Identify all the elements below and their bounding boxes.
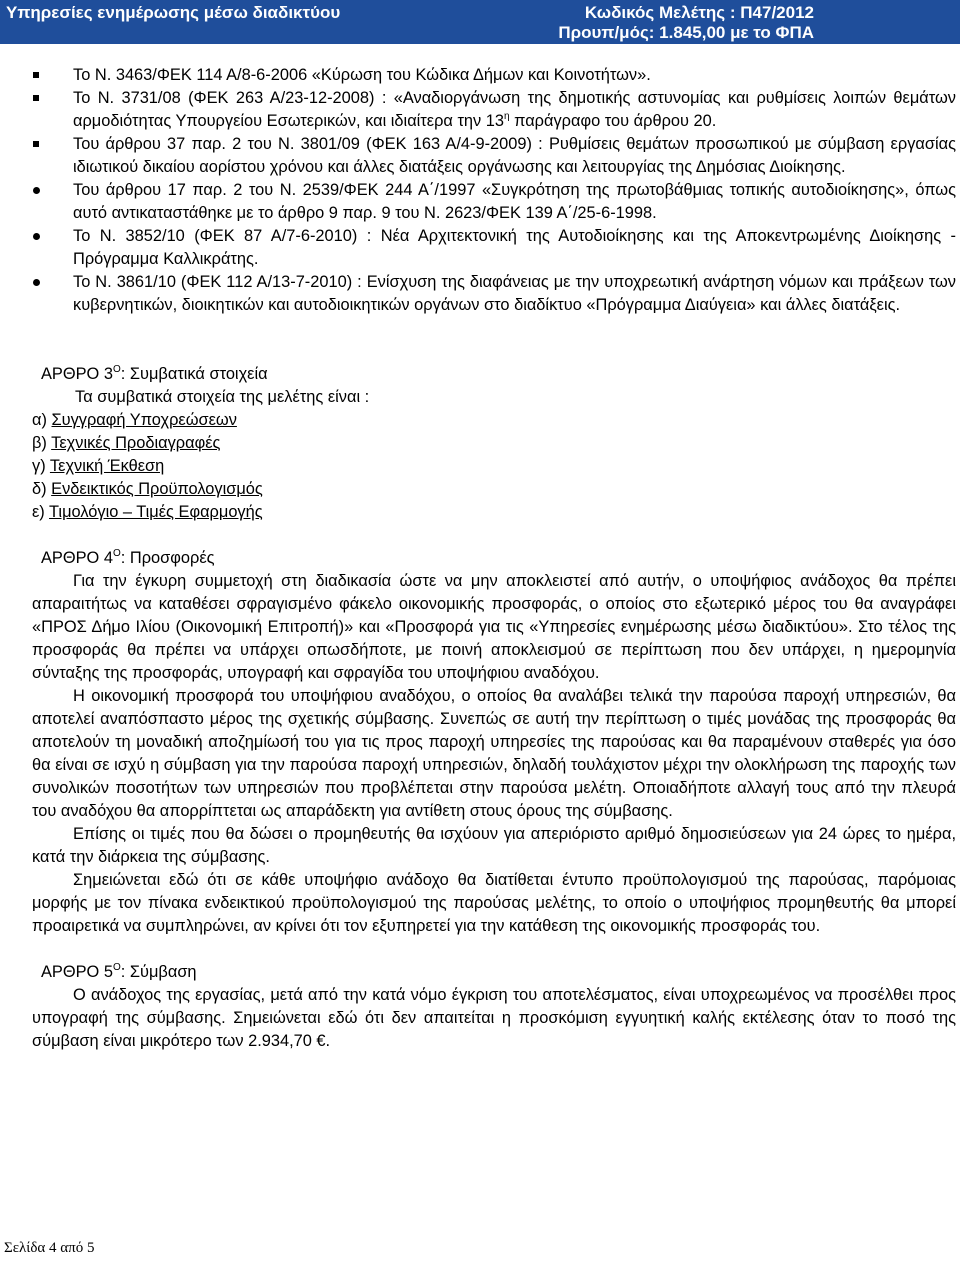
article-4-title: ΑΡΘΡΟ $4^O$: Προσφορές — [41, 548, 215, 567]
document-body — [32, 64, 956, 1053]
service-title: Υπηρεσίες ενημέρωσης μέσω διαδικτύου — [6, 3, 341, 22]
list-item: Το Ν. 3731/08 (ΦΕΚ 263 Α/23-12-2008) : «Αναδιοργάνωση της δημοτικής αστυνομίας και ρυθμίσεις λοιπών θεμάτων αρμοδιότητας Υπουργείου Εσωτερικών, και ιδιαίτερα την $13^\eta$ παράγραφο του άρθρου 20. — [32, 87, 956, 133]
list-item: γ) Τεχνική Έκθεση — [32, 457, 165, 475]
list-item: Το Ν. 3861/10 (ΦΕΚ 112 Α/13-7-2010) : Ενίσχυση της διαφάνειας με την υποχρεωτική ανάρτηση νόμων και πράξεων των κυβερνητικών, διοικητικών και αυτοδιοικητικών οργάνων στο διαδίκτυο «Πρόγραμμα Διαύγεια» και άλλες διατάξεις. — [32, 271, 956, 317]
paragraph: Σημειώνεται εδώ ότι σε κάθε υποψήφιο ανάδοχο θα διατίθεται έντυπο προϋπολογισμού της παρούσας, παρόμοιας μορφής με τον πίνακα ενδεικτικού προϋπολογισμού της παρούσας μελέτης, το οποίο ο υποψήφιος προμηθευτής θα μπορεί προαιρετικά να συμπληρώνει, αν κρίνει ότι τον εξυπηρετεί για την κατάθεση της οικονομικής προσφοράς του. — [32, 871, 956, 935]
article-4 — [32, 547, 956, 938]
list-item: Το Ν. 3852/10 (ΦΕΚ 87 Α/7-6-2010) : Νέα Αρχιτεκτονική της Αυτοδιοίκησης και της Αποκεντρωμένης Διοίκησης - Πρόγραμμα Καλλικράτης. — [32, 225, 956, 271]
list-item: Του άρθρου 37 παρ. 2 του Ν. 3801/09 (ΦΕΚ 163 Α/4-9-2009) : Ρυθμίσεις θεμάτων προσωπικού με σύμβαση εργασίας ιδιωτικού δικαίου αορίστου χρόνου και άλλες διατάξεις οργάνωσης και λειτουργίας της Δημόσιας Διοίκησης. — [32, 133, 956, 179]
article-5-title: ΑΡΘΡΟ $5^O$: Σύμβαση — [41, 962, 197, 981]
legislation-square-list — [32, 64, 956, 179]
article-5 — [32, 961, 956, 1053]
list-item: α) Συγγραφή Υποχρεώσεων — [32, 411, 237, 429]
study-code: Κωδικός Μελέτης : Π47/2012 — [584, 3, 814, 22]
article-3 — [32, 363, 956, 524]
list-item: δ) Ενδεικτικός Προϋπολογισμός — [32, 480, 263, 498]
article-3-title: ΑΡΘΡΟ $3^O$: Συμβατικά στοιχεία — [41, 364, 268, 383]
list-item: Του άρθρου 17 παρ. 2 του Ν. 2539/ΦΕΚ 244 Α΄/1997 «Συγκρότηση της πρωτοβάθμιας τοπικής αυτοδιοίκησης», όπως αυτό αντικαταστάθηκε με το άρθρο 9 παρ. 9 του Ν. 2623/ΦΕΚ 139 Α΄/25-6-1998. — [32, 179, 956, 225]
paragraph: Επίσης οι τιμές που θα δώσει ο προμηθευτής θα ισχύουν για απεριόριστο αριθμό δημοσιεύσεων για 24 ώρες το ημέρα, κατά την διάρκεια της σύμβασης. — [32, 825, 956, 866]
paragraph: Για την έγκυρη συμμετοχή στη διαδικασία ώστε να μην αποκλειστεί από αυτήν, ο υποψήφιος ανάδοχος θα πρέπει απαραιτήτως να καταθέσει σφραγισμένο φάκελο οικονομικής προσφοράς, ο οποίος στο εξωτερικό μέρος του θα αναγράφει «ΠΡΟΣ Δήμο Ιλίου (Οικονομική Επιτροπή)» και «Προσφορά για τις «Υπηρεσίες ενημέρωσης μέσω διαδικτύου». Στο τέλος της προσφοράς θα πρέπει να υπάρχει οπωσδήποτε, με ποινή αποκλεισμού σε περίπτωση που δεν υπάρχει, η ημερομηνία σύνταξης της προσφοράς, υπογραφή και σφραγίδα του υποψήφιου αναδόχου. — [32, 572, 956, 682]
legislation-dot-list — [32, 179, 956, 317]
paragraph: Η οικονομική προσφορά του υποψήφιου αναδόχου, ο οποίος θα αναλάβει τελικά την παρούσα παροχή υπηρεσιών, θα αποτελεί αναπόσπαστο μέρος της σχετικής σύμβασης. Συνεπώς σε αυτή την περίπτωση ο τιμές μονάδας της προσφοράς θα αποτελούν τη μοναδική αποζημίωσή του για τις προς παροχή υπηρεσίες της παρούσας και θα παραμένουν σταθερές για όσο θα είναι σε ισχύ η σύμβαση για την παρούσα παροχή υπηρεσιών, δηλαδή τουλάχιστον μέχρι την ολοκλήρωση της παροχής των συνολικών ποσοτήτων των υπηρεσιών που προβλέπεται στην παρούσα μελέτη. Οποιαδήποτε αλλαγή τους από την πλευρά του αναδόχου θα απορρίπτεται ως απαράδεκτη για αντίθετη στους όρους της σύμβασης. — [32, 687, 956, 820]
list-item: ε) Τιμολόγιο – Τιμές Εφαρμογής — [32, 503, 263, 521]
list-item: β) Τεχνικές Προδιαγραφές — [32, 434, 221, 452]
list-item: Το Ν. 3463/ΦΕΚ 114 Α/8-6-2006 «Κύρωση του Κώδικα Δήμων και Κοινοτήτων». — [32, 64, 956, 87]
document-header — [0, 0, 960, 44]
contract-docs-list — [32, 409, 956, 524]
budget-amount: Προυπ/μός: 1.845,00 με το ΦΠΑ — [558, 23, 814, 42]
paragraph: Ο ανάδοχος της εργασίας, μετά από την κατά νόμο έγκριση του αποτελέσματος, είναι υποχρεωμένος να προσέλθει προς υπογραφή της σύμβασης. Σημειώνεται εδώ ότι δεν απαιτείται η προσκόμιση εγγυητική καλής εκτέλεσης όταν το ποσό της σύμβαση είναι μικρότερο των 2.934,70 €. — [32, 986, 956, 1050]
page-number: Σελίδα 4 από 5 — [4, 1240, 95, 1256]
article-3-intro: Τα συμβατικά στοιχεία της μελέτης είναι : — [75, 388, 370, 406]
